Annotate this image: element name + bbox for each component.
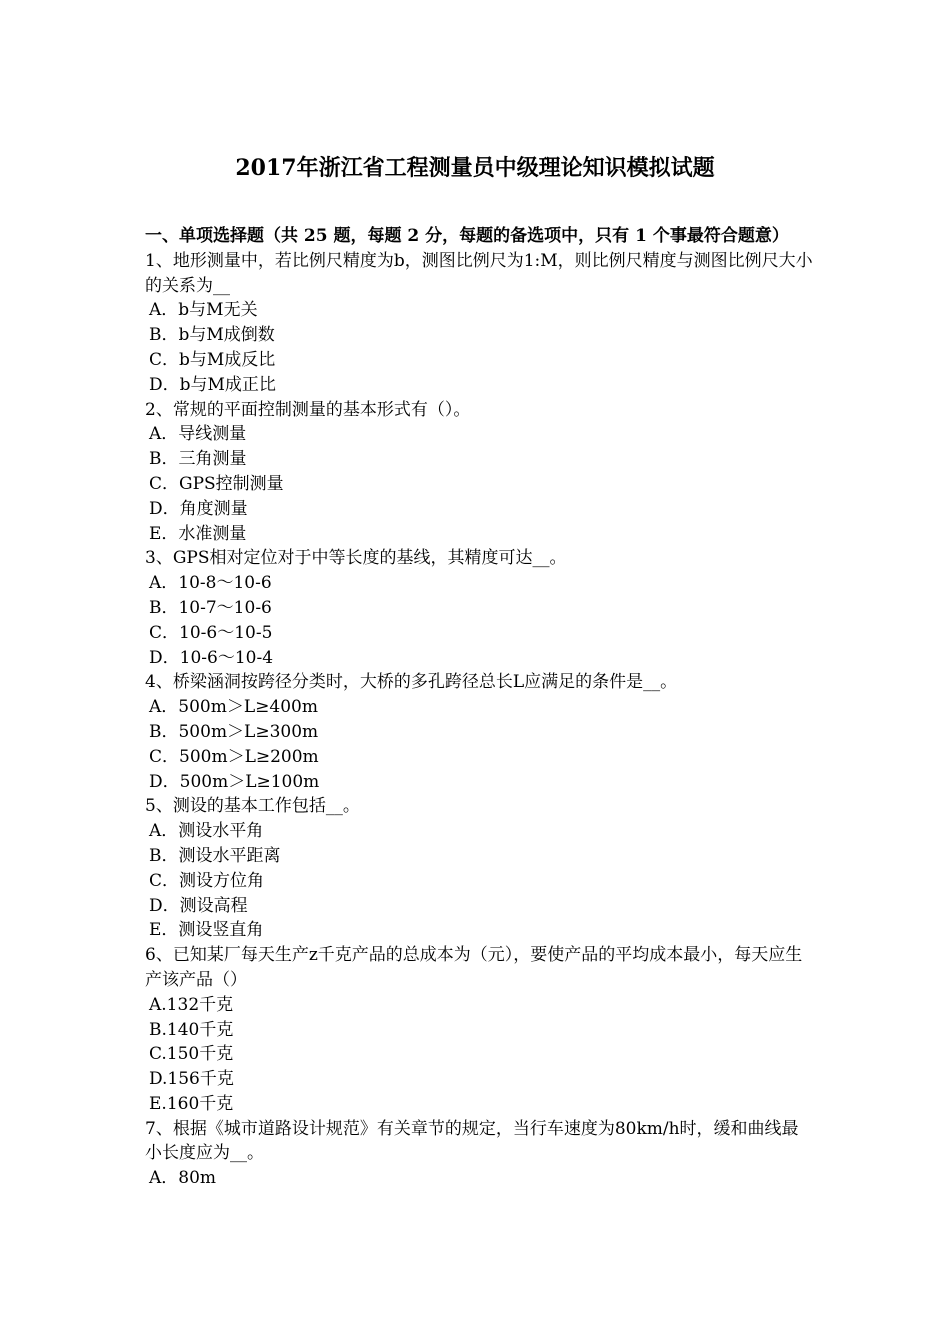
answer-option: A．500m＞L≥400m [149, 697, 318, 718]
answer-option: D．角度测量 [149, 498, 248, 519]
answer-option: E．水准测量 [149, 523, 247, 544]
answer-option: C．b与M成反比 [149, 349, 276, 370]
answer-option: D．500m＞L≥100m [149, 771, 320, 792]
answer-option: B．10-7～10-6 [149, 597, 272, 618]
answer-option: A．10-8～10-6 [149, 573, 272, 594]
option-list [145, 1166, 813, 1191]
question-stem: 1、地形测量中，若比例尺精度为b，测图比例尺为1:M，则比例尺精度与测图比例尺大小的关系为__ [145, 250, 813, 296]
answer-option: E．测设竖直角 [149, 920, 264, 941]
answer-option: A．导线测量 [149, 424, 247, 445]
question-stem: 5、测设的基本工作包括__。 [145, 796, 360, 817]
question-stem: 6、已知某厂每天生产z千克产品的总成本为（元），要使产品的平均成本最小，每天应生产该产品（） [145, 945, 803, 990]
option-list [145, 819, 813, 943]
question-stem: 3、GPS相对定位对于中等长度的基线，其精度可达__。 [145, 548, 567, 569]
question-stem: 4、桥梁涵洞按跨径分类时，大桥的多孔跨径总长L应满足的条件是__。 [145, 672, 678, 693]
answer-option: D．测设高程 [149, 895, 248, 916]
answer-option: D．b与M成正比 [149, 374, 276, 395]
answer-option: B．b与M成倒数 [149, 325, 275, 346]
option-list [145, 298, 813, 397]
section-heading: 一、单项选择题（共 25 题，每题 2 分，每题的备选项中，只有 1 个事最符合题意） [145, 226, 789, 246]
question-stem: 7、根据《城市道路设计规范》有关章节的规定，当行车速度为80km/h时，缓和曲线最小长度应为__。 [145, 1118, 799, 1164]
answer-option: C.150千克 [149, 1044, 234, 1065]
document-body [145, 224, 813, 1191]
option-list [145, 695, 813, 794]
answer-option: E.160千克 [149, 1093, 234, 1114]
question-stem: 2、常规的平面控制测量的基本形式有（）。 [145, 399, 471, 420]
answer-option: B．测设水平距离 [149, 845, 281, 866]
answer-option: C．测设方位角 [149, 870, 265, 891]
answer-option: A．80m [149, 1168, 217, 1189]
answer-option: D．10-6～10-4 [149, 647, 274, 668]
answer-option: A.132千克 [149, 994, 234, 1015]
answer-option: C．10-6～10-5 [149, 622, 273, 643]
option-list [145, 422, 813, 546]
answer-option: B.140千克 [149, 1019, 234, 1040]
option-list [145, 993, 813, 1117]
answer-option: D.156千克 [149, 1069, 234, 1090]
answer-option: B．三角测量 [149, 449, 247, 470]
answer-option: C．500m＞L≥200m [149, 746, 319, 767]
page-title: 2017年浙江省工程测量员中级理论知识模拟试题 [235, 155, 715, 181]
answer-option: A．b与M无关 [149, 300, 258, 321]
answer-option: A．测设水平角 [149, 821, 264, 842]
answer-option: C．GPS控制测量 [149, 473, 284, 494]
option-list [145, 571, 813, 670]
answer-option: B．500m＞L≥300m [149, 721, 319, 742]
